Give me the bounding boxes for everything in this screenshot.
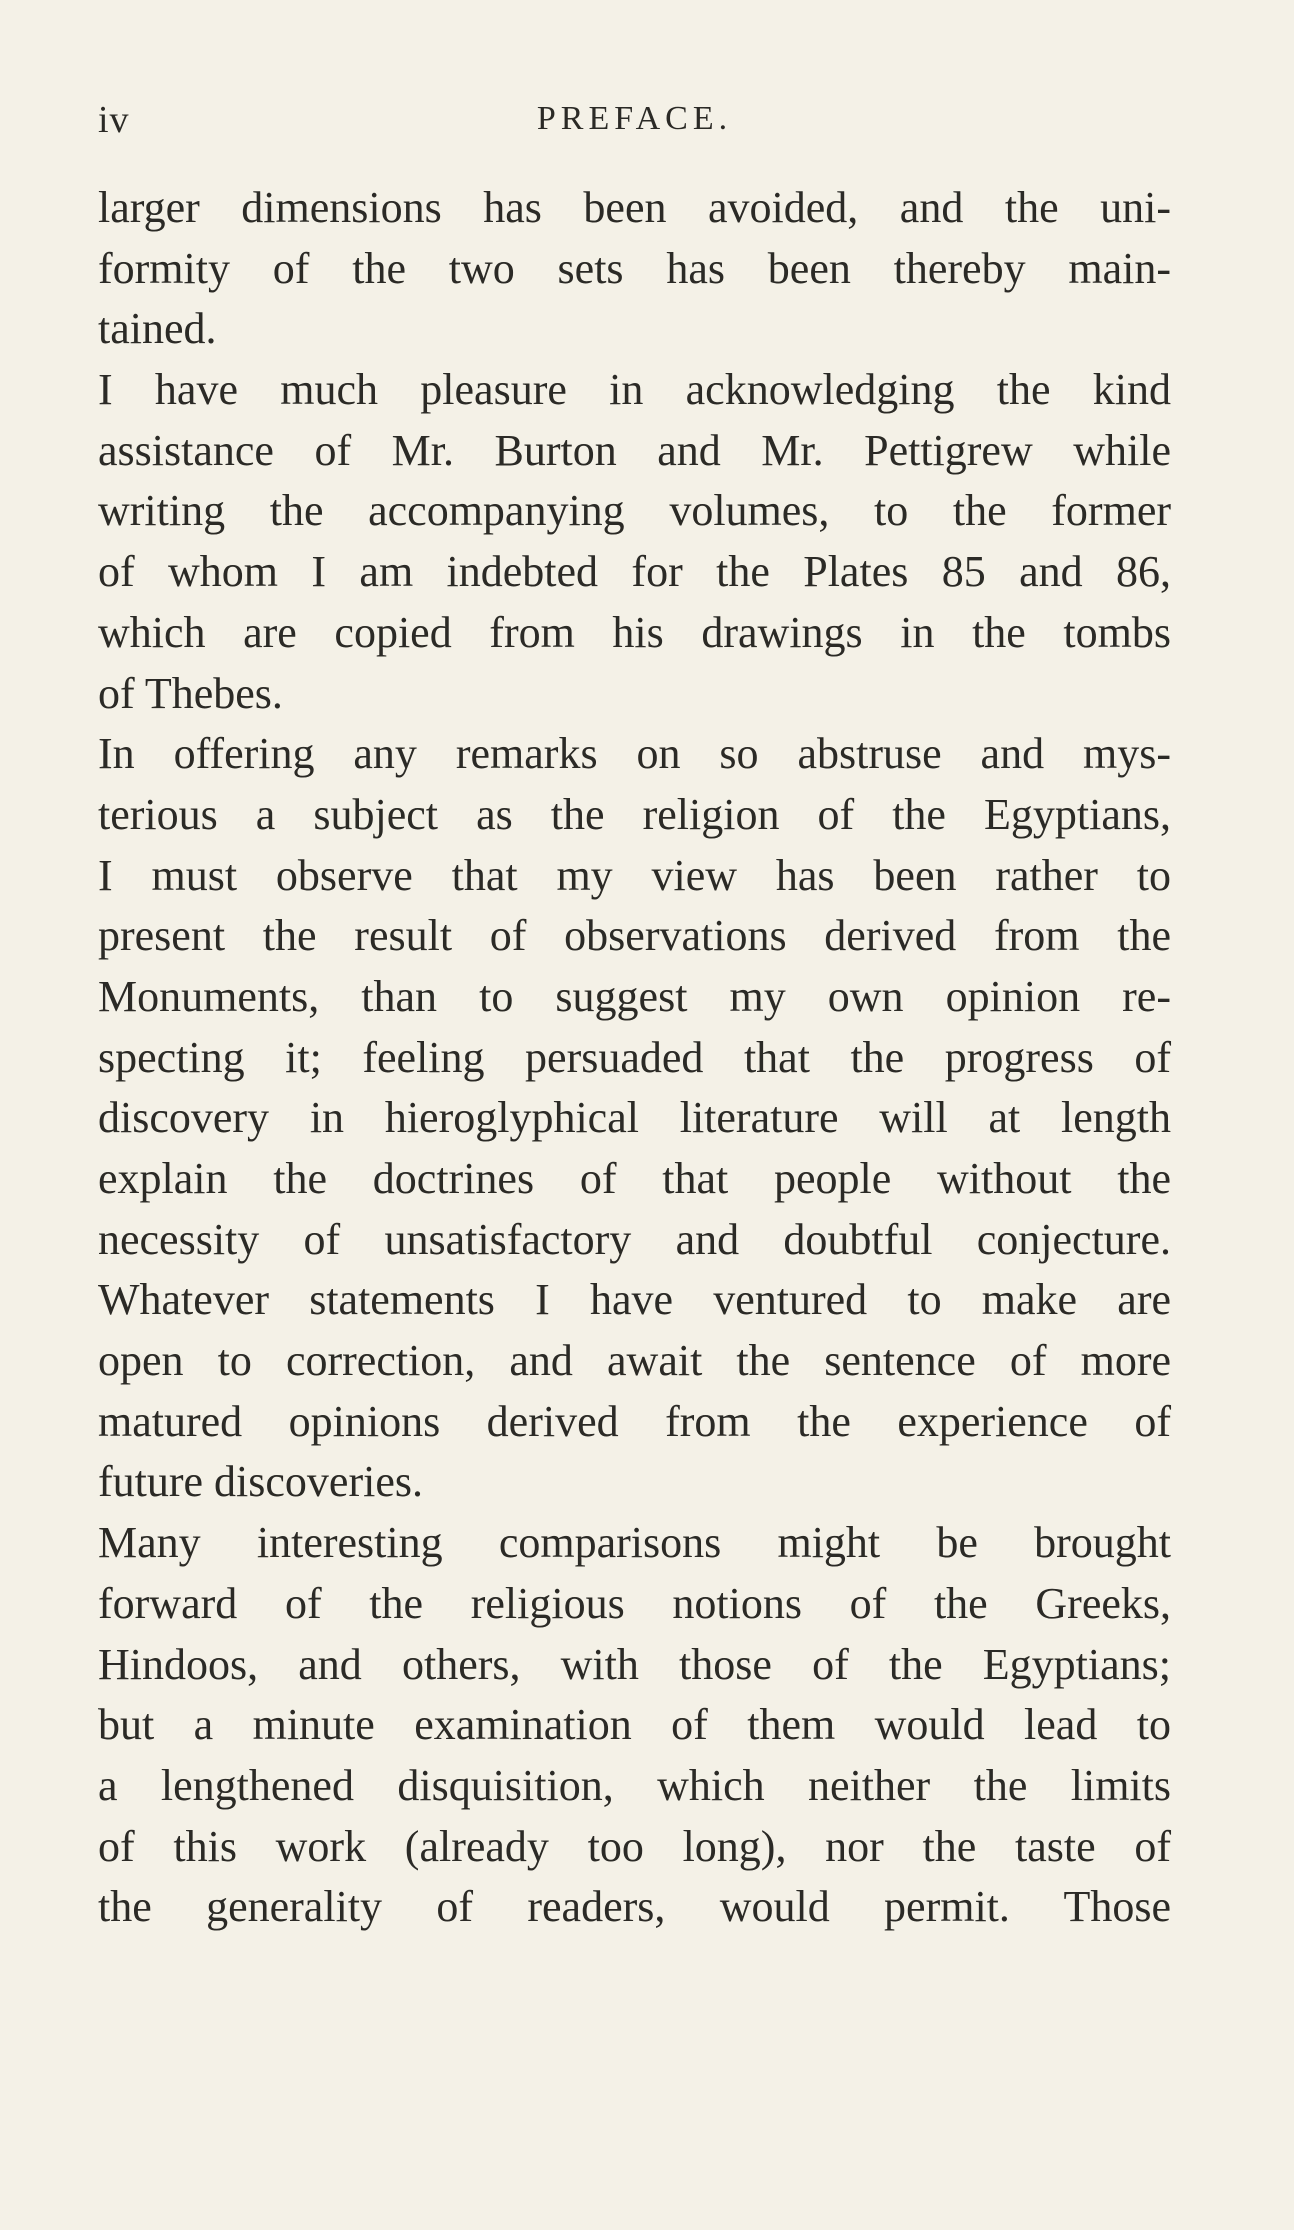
text-line: the generality of readers, would permit. Those [98, 1882, 1171, 1932]
text-line: forward of the religious notions of the Greeks, [98, 1578, 1171, 1628]
text-line: assistance of Mr. Burton and Mr. Pettigrew while [98, 425, 1171, 475]
text-line: In offering any remarks on so abstruse and mys- [98, 729, 1171, 779]
page-number: iv [98, 99, 130, 141]
text-line: of this work (already too long), nor the taste of [98, 1821, 1171, 1871]
text-line: Many interesting comparisons might be brought [98, 1518, 1171, 1568]
text-line: present the result of observations derived from the [98, 911, 1171, 961]
text-line: of Thebes. [98, 668, 283, 718]
text-line: explain the doctrines of that people without the [98, 1154, 1171, 1203]
text-line: tained. [98, 304, 217, 354]
text-line: writing the accompanying volumes, to the former [98, 486, 1171, 536]
text-line: of whom I am indebted for the Plates 85 and 86, [98, 547, 1171, 597]
text-line: which are copied from his drawings in the tombs [98, 607, 1171, 657]
text-line: open to correction, and await the sentence of more [98, 1336, 1171, 1386]
preface-body [98, 178, 1171, 1938]
text-line: necessity of unsatisfactory and doubtful conjecture. [98, 1214, 1171, 1264]
running-head: PREFACE. [536, 100, 733, 137]
page-header [98, 98, 1171, 148]
text-line: specting it; feeling persuaded that the progress of [98, 1032, 1171, 1082]
text-line: Whatever statements I have ventured to make are [98, 1275, 1171, 1325]
text-line: matured opinions derived from the experience of [98, 1396, 1171, 1446]
text-line: discovery in hieroglyphical literature will at length [98, 1093, 1171, 1143]
text-line: formity of the two sets has been thereby main- [98, 243, 1171, 293]
text-line: I have much pleasure in acknowledging the kind [98, 365, 1171, 415]
text-line: terious a subject as the religion of the Egyptians, [98, 789, 1171, 839]
text-line: Hindoos, and others, with those of the Egyptians; [98, 1639, 1171, 1689]
text-line: Monuments, than to suggest my own opinion re- [98, 971, 1171, 1021]
text-line: I must observe that my view has been rather to [98, 850, 1171, 900]
text-line: but a minute examination of them would lead to [98, 1700, 1171, 1750]
text-line: future discoveries. [98, 1457, 423, 1507]
text-line: a lengthened disquisition, which neither the limits [98, 1760, 1171, 1810]
text-line: larger dimensions has been avoided, and the uni- [98, 183, 1171, 232]
